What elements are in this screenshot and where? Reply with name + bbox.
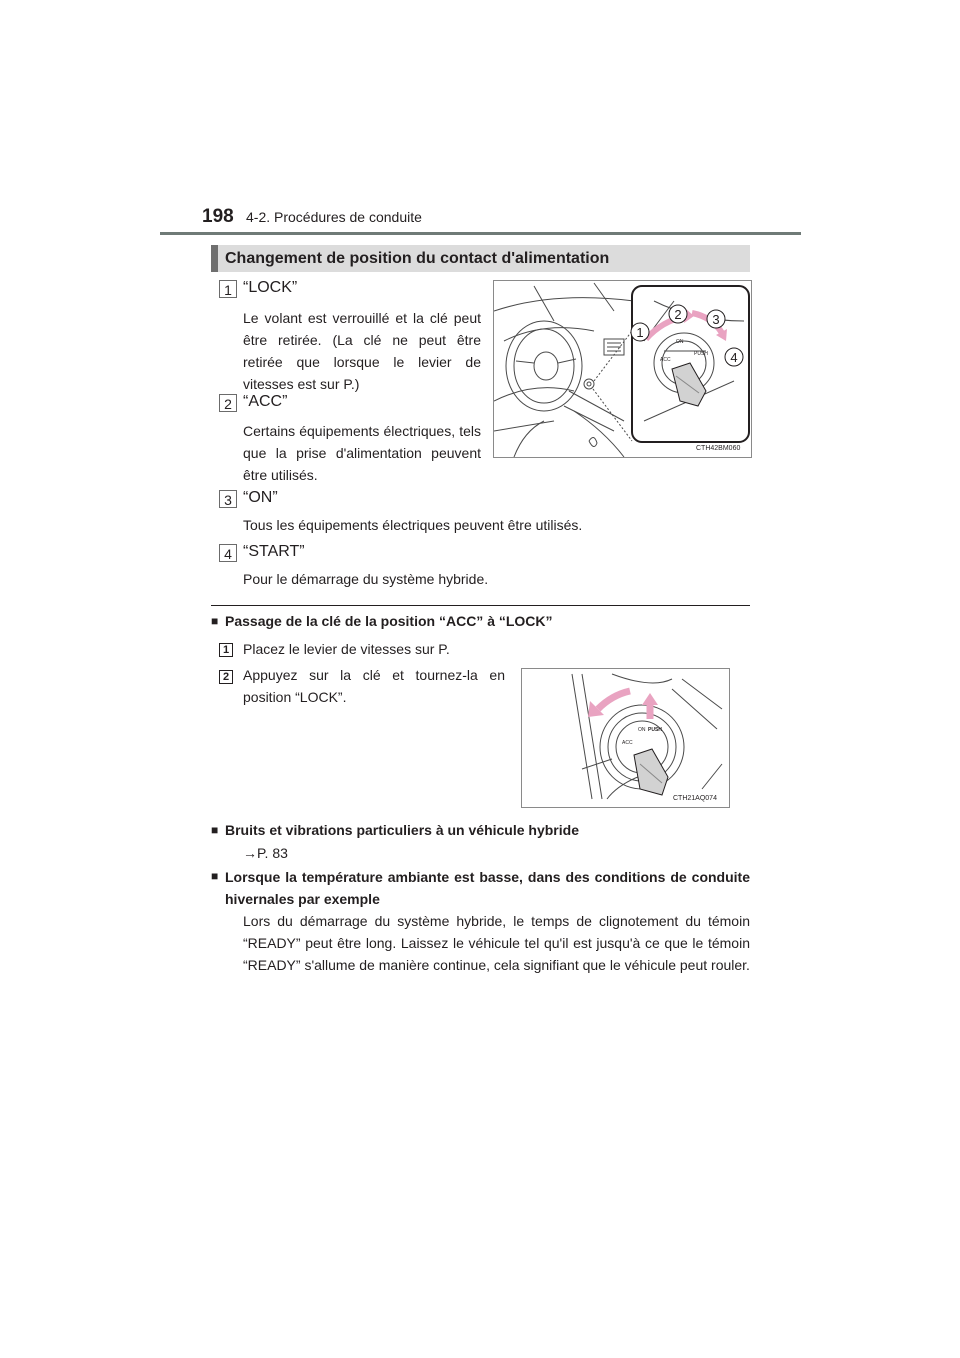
position-1-body: Le volant est verrouillé et la clé peut être retirée. (La clé ne peut être retirée que lorsque le levier de vitesses est sur P.) xyxy=(243,310,481,392)
svg-text:ACC: ACC xyxy=(660,357,671,363)
temperature-bullet: ■ xyxy=(211,869,219,883)
temperature-heading: Lorsque la température ambiante est basse, dans des conditions de conduite hivernales par exemple xyxy=(225,869,750,907)
svg-text:PUSH: PUSH xyxy=(694,351,708,357)
callout-2: 2 xyxy=(674,307,682,322)
bruits-bullet: ■ xyxy=(211,823,219,837)
position-1-title: “LOCK” xyxy=(243,279,298,296)
svg-text:ON: ON xyxy=(638,727,646,733)
bruits-heading: Bruits et vibrations particuliers à un véhicule hybride xyxy=(225,822,579,838)
key-turn-figure xyxy=(521,668,730,808)
key-turn-drawing xyxy=(522,669,729,807)
step-2-number: 2 xyxy=(219,670,233,684)
position-4-title: “START” xyxy=(243,543,305,560)
callout-4: 4 xyxy=(730,350,738,365)
position-2-body: Certains équipements électriques, tels que la prise d'alimentation peuvent être utilisés. xyxy=(243,423,481,483)
bruits-page-ref[interactable]: →P. 83 xyxy=(243,845,288,861)
callout-3: 3 xyxy=(712,312,720,327)
page-number: 198 xyxy=(202,206,234,227)
ignition-positions-figure xyxy=(493,280,752,458)
position-3-number: 3 xyxy=(219,490,237,508)
step-2-text: Appuyez sur la clé et tournez-la en position “LOCK”. xyxy=(243,667,505,705)
position-3-body: Tous les équipements électriques peuvent être utilisés. xyxy=(243,517,583,533)
position-2-title: “ACC” xyxy=(243,393,288,410)
header-rule xyxy=(160,232,801,235)
position-2-number: 2 xyxy=(219,394,237,412)
push-label: PUSH xyxy=(648,727,662,733)
position-4-number: 4 xyxy=(219,544,237,562)
ignition-drawing xyxy=(494,281,751,457)
callout-1: 1 xyxy=(636,325,644,340)
svg-text:ACC: ACC xyxy=(622,740,633,746)
temperature-body: Lors du démarrage du système hybride, le temps de clignotement du témoin “READY” peut être long. Laissez le véhicule tel qu'il est jusqu'à ce que le témoin “READY” s'allume de manière continue, cela signifiant que le véhicule peut rouler. xyxy=(243,913,750,973)
passage-bullet: ■ xyxy=(211,614,219,628)
step-1-number: 1 xyxy=(219,643,233,657)
position-1-number: 1 xyxy=(219,280,237,298)
step-1-text: Placez le levier de vitesses sur P. xyxy=(243,641,450,657)
svg-text:ON: ON xyxy=(676,339,684,345)
passage-heading: Passage de la clé de la position “ACC” à “LOCK” xyxy=(225,613,553,629)
figure-2-code: CTH21AQ074 xyxy=(673,795,717,802)
position-3-title: “ON” xyxy=(243,489,278,506)
section-divider xyxy=(211,605,750,606)
section-title: Changement de position du contact d'alimentation xyxy=(225,250,610,267)
position-4-body: Pour le démarrage du système hybride. xyxy=(243,571,489,587)
figure-1-code: CTH42BM060 xyxy=(696,445,741,452)
chapter-title: 4-2. Procédures de conduite xyxy=(246,209,422,225)
